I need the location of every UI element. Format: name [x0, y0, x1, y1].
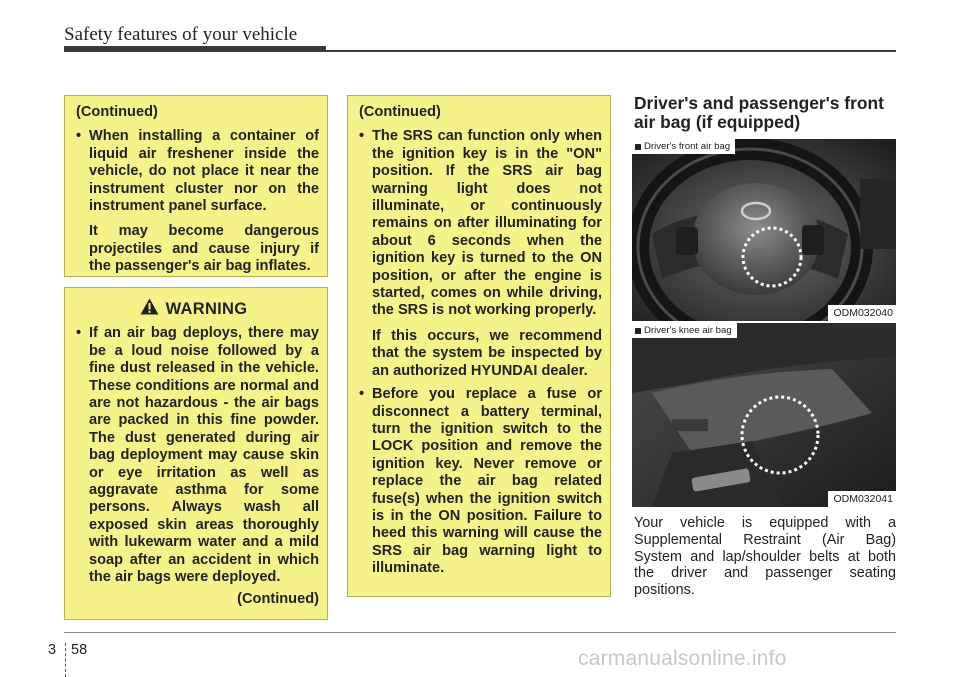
photo-driver-knee-airbag: [632, 323, 896, 507]
bullet-item: [359, 386, 602, 577]
paragraph: If this occurs, we recommend that the system be inspected by an authorized HYUNDAI dealer.: [372, 327, 602, 379]
bullet-item: [76, 128, 319, 215]
continued-label: (Continued): [76, 104, 158, 120]
page-number: 58: [71, 642, 88, 658]
footer-divider: [65, 643, 66, 677]
photo-caption: [632, 139, 735, 154]
bullet-text: The SRS can function only when the ignition key is in the "ON" position. If the SRS air bag warning light does not illuminate, or continuously remains on after illuminating for about 6 seconds when the ignition key is turned to the ON position, or after the engine is started, comes on while driving, the SRS is not working properly.: [372, 128, 602, 319]
bullet-item: [76, 325, 319, 586]
bullet-text: If an air bag deploys, there may be a loud noise followed by a fine dust released in the vehicle. These conditions are normal and are not hazardous - the air bags are packed in this fine powder. The dust generated during air bag deployment may cause skin or eye irritation as well as aggravate asthma for some persons. Always wash all exposed skin areas thoroughly with lukewarm water and a mild soap after an accident in which the air bags were deployed.: [89, 325, 319, 586]
figure-code: ODM032040: [828, 305, 896, 321]
section-title: Driver's and passenger's front air bag (if equipped): [634, 93, 884, 132]
caution-box-continued-air-freshener: [64, 95, 328, 277]
paragraph: It may become dangerous projectiles and cause injury if the passenger's air bag inflates.: [89, 223, 319, 275]
caption-text: Driver's knee air bag: [644, 325, 732, 336]
caption-text: Driver's front air bag: [644, 141, 731, 152]
continued-label: (Continued): [237, 590, 319, 607]
chapter-number: 3: [48, 642, 57, 658]
warning-box-dust: [64, 287, 328, 620]
bullet-text: When installing a container of liquid air freshener inside the vehicle, do not place it near the instrument cluster nor on the instrument panel surface.: [89, 128, 319, 215]
photo-driver-front-airbag: [632, 139, 896, 321]
bullet-dot: •: [359, 128, 365, 145]
photo-caption: [632, 323, 737, 338]
page-header-title: Safety features of your vehicle: [64, 24, 298, 45]
bullet-dot: •: [76, 128, 82, 145]
bullet-text: Before you replace a fuse or disconnect a battery terminal, turn the ignition switch to the LOCK position and remove the ignition key. Never remove or replace the air bag related fuse(s) when the ignition switch is in the ON position. Failure to heed this warning will cause the SRS air bag warning light to illuminate.: [372, 386, 602, 577]
warning-triangle-icon: [140, 298, 159, 320]
warning-title: WARNING: [165, 299, 248, 318]
bullet-dot: •: [359, 386, 365, 403]
bullet-item: [359, 128, 602, 319]
caution-box-srs-function: [347, 95, 611, 597]
header-rule-thin: [326, 50, 896, 52]
header-rule-thick: [64, 46, 326, 52]
watermark-text: carmanualsonline.info: [578, 647, 787, 670]
caption-square-icon: [635, 144, 641, 150]
section-body-text: Your vehicle is equipped with a Supplemental Restraint (Air Bag) System and lap/shoulder belts at both the driver and passenger seating positions.: [634, 515, 896, 599]
footer-rule: [64, 632, 896, 633]
warning-header: [68, 298, 319, 320]
caption-square-icon: [635, 328, 641, 334]
continued-label: (Continued): [359, 104, 441, 120]
figure-code: ODM032041: [828, 491, 896, 507]
bullet-dot: •: [76, 325, 82, 342]
